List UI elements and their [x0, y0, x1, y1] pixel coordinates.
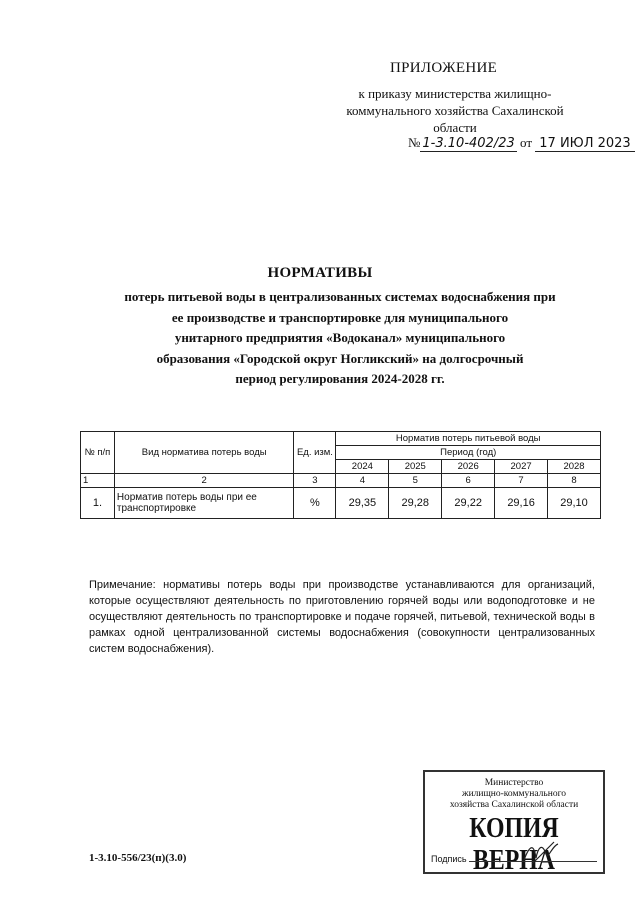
order-date: 17 ИЮЛ 2023: [535, 136, 634, 152]
stamp-ministry-line: хозяйства Сахалинской области: [449, 800, 579, 810]
header-year: 2027: [495, 460, 548, 474]
order-number: 1-3.10-402/23: [422, 136, 515, 151]
order-from-label: от: [520, 135, 533, 150]
header-year: 2028: [548, 460, 601, 474]
header-num: № п/п: [81, 432, 115, 474]
index-cell: 2: [114, 474, 294, 488]
index-cell: 8: [548, 474, 601, 488]
header-period: Период (год): [336, 446, 601, 460]
subtitle-line: период регулирования 2024-2028 гг.: [235, 371, 445, 386]
index-cell: 3: [294, 474, 336, 488]
subtitle-line: ее производстве и транспортировке для муниципального: [171, 309, 509, 325]
index-row: [81, 474, 601, 488]
header-type: Вид норматива потерь воды: [114, 432, 294, 474]
appendix-title: ПРИЛОЖЕНИЕ: [390, 60, 498, 76]
table-row: [81, 488, 601, 519]
row-unit: %: [294, 488, 336, 519]
index-cell: 6: [442, 474, 495, 488]
header-year: 2024: [336, 460, 389, 474]
note-paragraph: Примечание: нормативы потерь воды при производстве устанавливаются для организаций, которые осуществляют деятельность по приготовлению горячей воды или водоподготовке и не осуществляют деятельность по транспортировке и подаче горячей, питьевой, технической воды в рамках одной централизованной системы водоснабжения (совокупности централизованных систем водоснабжения).: [89, 579, 595, 655]
row-value: 29,22: [442, 488, 495, 519]
document-title: НОРМАТИВЫ: [267, 265, 373, 281]
index-cell: 7: [495, 474, 548, 488]
norms-table: [80, 431, 601, 519]
order-number-prefix: №: [408, 135, 421, 150]
stamp-ministry-line: Министерство: [484, 778, 544, 788]
certified-copy-stamp: [423, 770, 605, 874]
stamp-ministry-line: жилищно-коммунального: [462, 789, 566, 799]
document-code: 1-3.10-556/23(п)(3.0): [89, 852, 187, 864]
header-group: Норматив потерь питьевой воды: [336, 432, 601, 446]
header-year: 2025: [389, 460, 442, 474]
stamp-copy-label: КОПИЯ ВЕРНА: [469, 813, 559, 876]
header-unit: Ед. изм.: [294, 432, 336, 474]
row-label: Норматив потерь воды при ее транспортировке: [114, 488, 294, 519]
signature-icon: [520, 840, 565, 866]
subtitle-line: образования «Городской округ Ногликский» на долгосрочный: [156, 350, 524, 366]
appendix-line-2: коммунального хозяйства Сахалинской: [346, 103, 564, 118]
document-subtitle: [60, 287, 620, 390]
row-num: 1.: [81, 488, 115, 519]
stamp-sign-label: Подпись: [431, 854, 467, 864]
appendix-line-3: области: [433, 120, 477, 135]
row-value: 29,28: [389, 488, 442, 519]
row-value: 29,16: [495, 488, 548, 519]
row-value: 29,35: [336, 488, 389, 519]
stamp-ministry: [425, 778, 603, 811]
subtitle-line: потерь питьевой воды в централизованных системах водоснабжения при: [124, 289, 556, 304]
row-value: 29,10: [548, 488, 601, 519]
appendix-line-1: к приказу министерства жилищно-: [358, 86, 552, 101]
subtitle-line: унитарного предприятия «Водоканал» муниципального: [174, 330, 506, 345]
index-cell: 4: [336, 474, 389, 488]
header-year: 2026: [442, 460, 495, 474]
order-reference: [408, 135, 635, 151]
index-cell: 5: [389, 474, 442, 488]
index-cell: 1: [81, 474, 115, 488]
